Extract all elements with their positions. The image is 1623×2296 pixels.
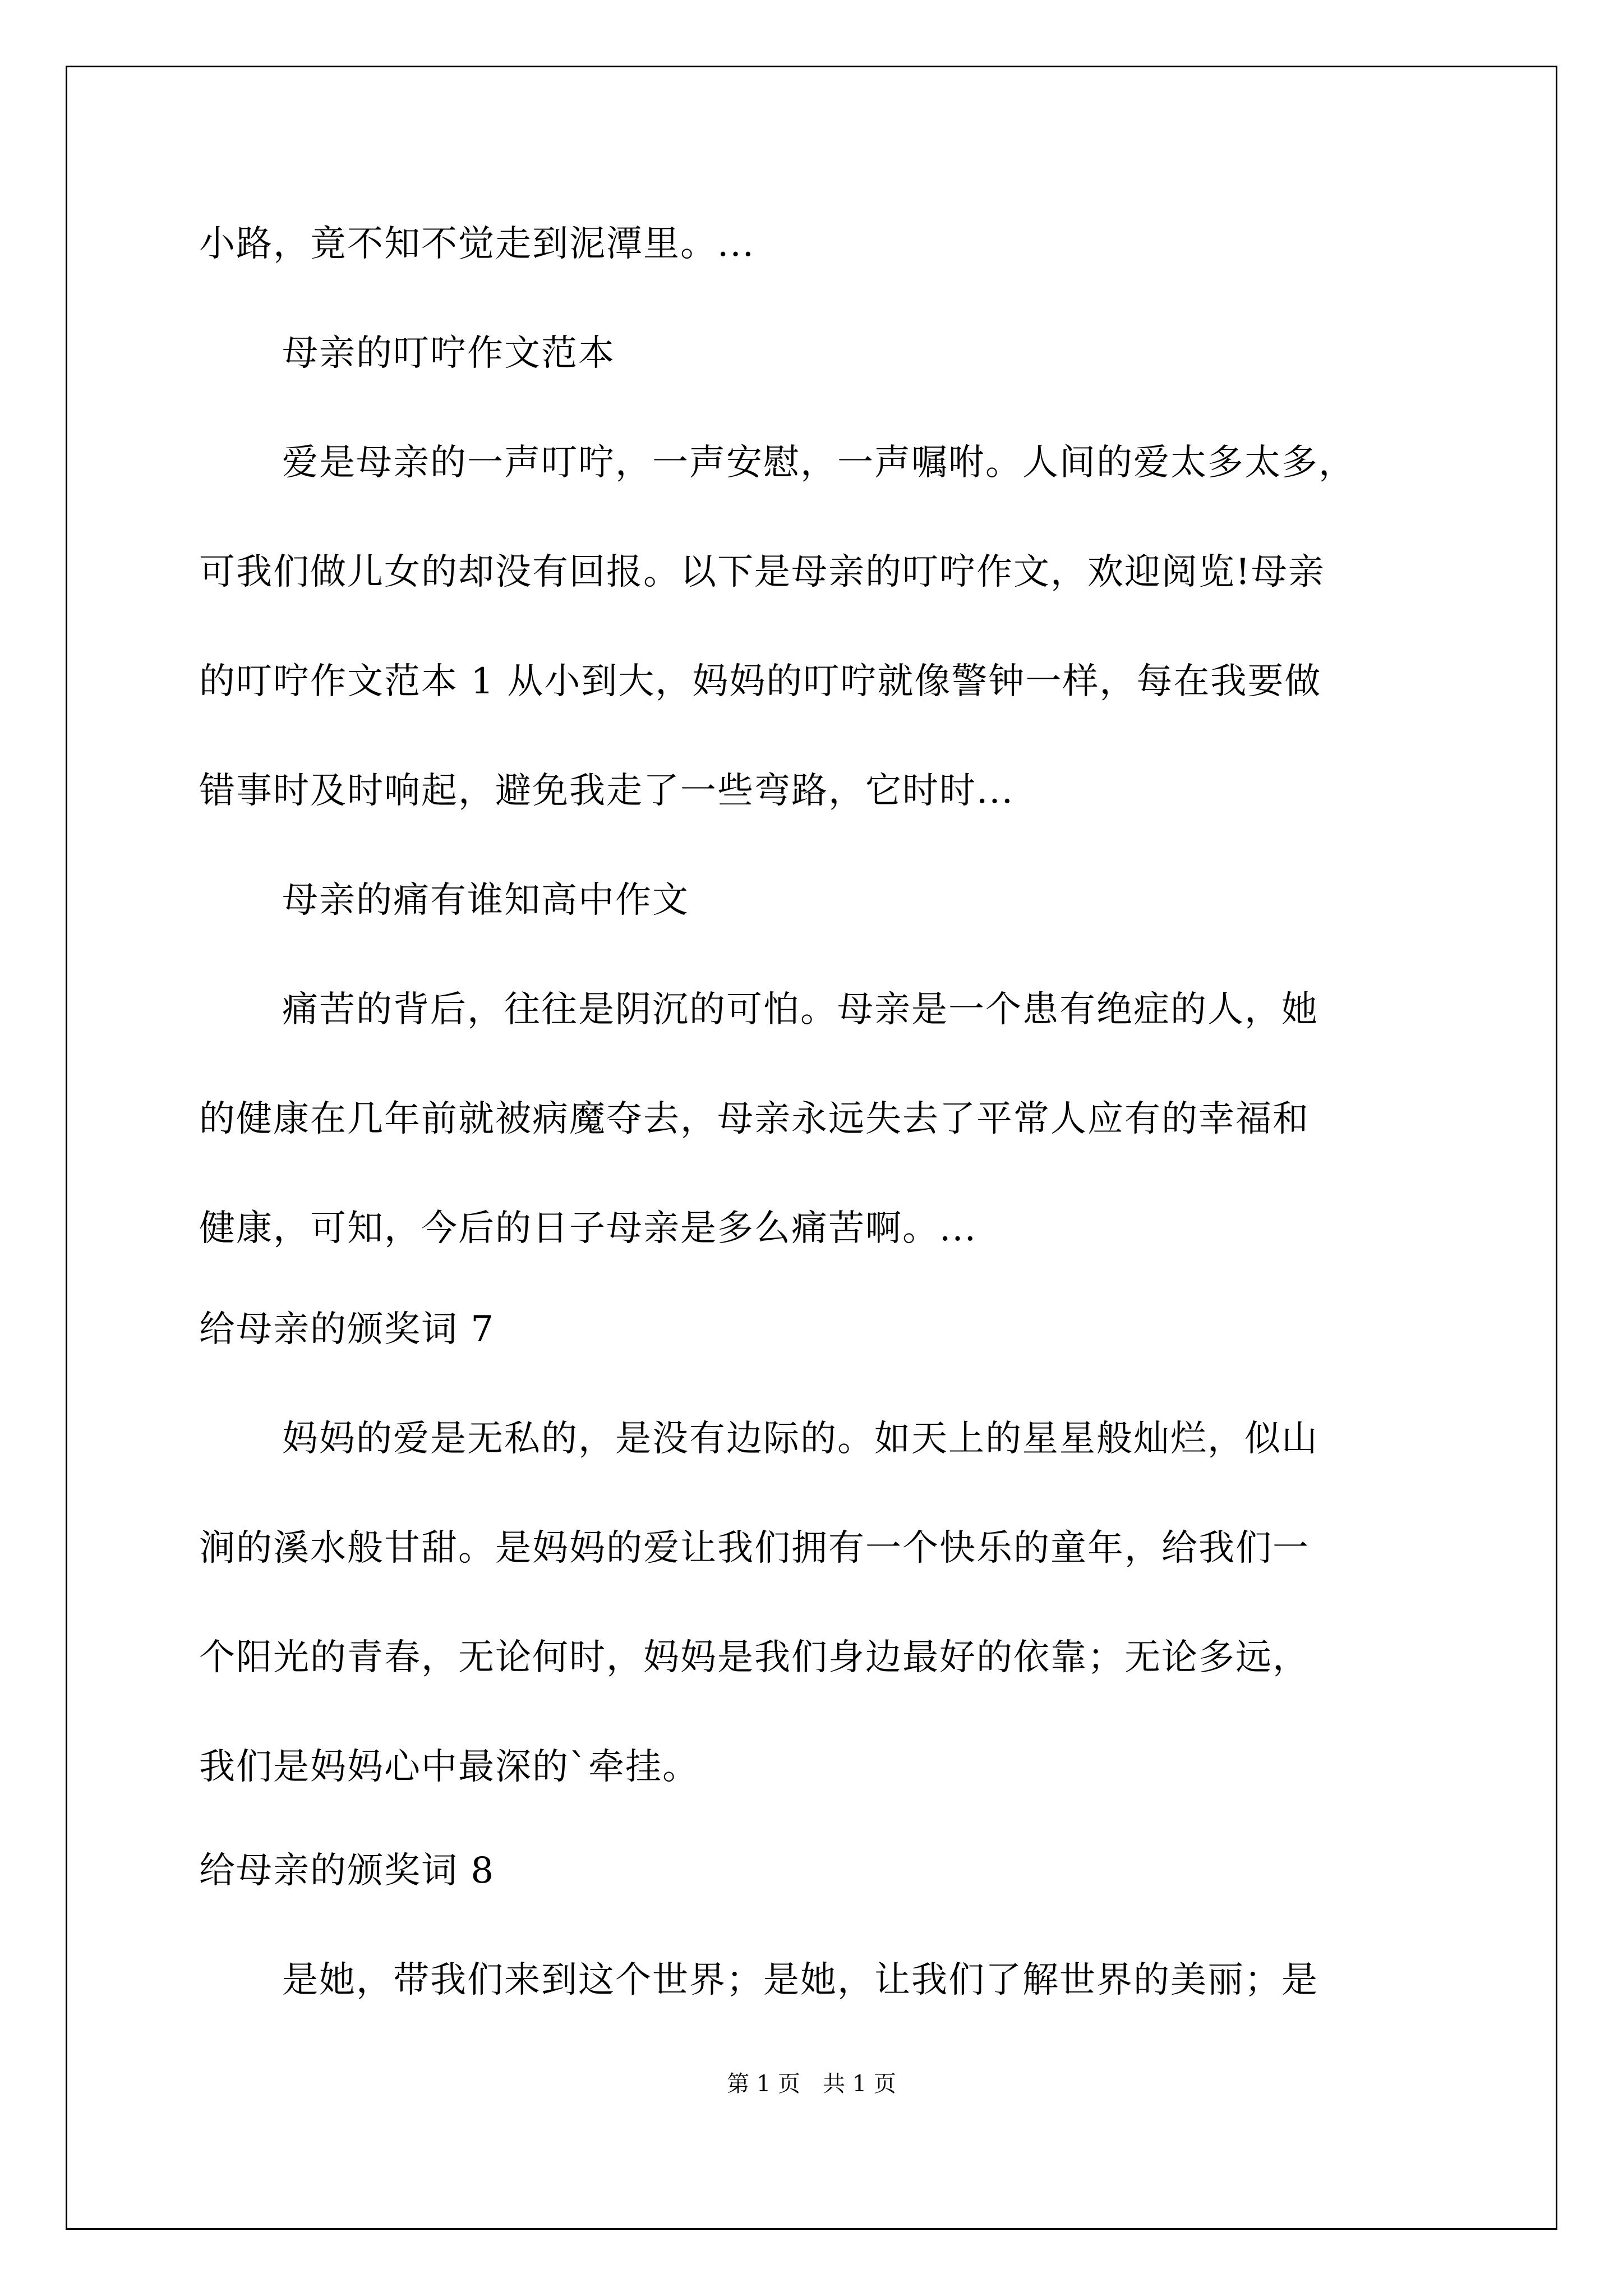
text-line: 个阳光的青春，无论何时，妈妈是我们身边最好的依靠；无论多远， xyxy=(199,1637,1310,1678)
text-line: 是她，带我们来到这个世界；是她，让我们了解世界的美丽；是 xyxy=(282,1959,1318,2001)
text-line: 痛苦的背后，往往是阴沉的可怕。母亲是一个患有绝症的人，她 xyxy=(282,989,1318,1030)
text-line: 健康，可知，今后的日子母亲是多么痛苦啊。... xyxy=(199,1208,978,1249)
text-line: 我们是妈妈心中最深的`牵挂。 xyxy=(199,1746,699,1788)
text-line: 爱是母亲的一声叮咛，一声安慰，一声嘱咐。人间的爱太多太多， xyxy=(282,442,1355,484)
text-line: 妈妈的爱是无私的，是没有边际的。如天上的星星般灿烂，似山 xyxy=(282,1418,1318,1460)
page-frame xyxy=(66,66,1557,2230)
article-title: 母亲的叮咛作文范本 xyxy=(282,333,615,374)
text-line: 涧的溪水般甘甜。是妈妈的爱让我们拥有一个快乐的童年，给我们一 xyxy=(199,1527,1310,1569)
text-line: 小路，竟不知不觉走到泥潭里。... xyxy=(199,223,755,265)
article-title: 母亲的痛有谁知高中作文 xyxy=(282,880,689,921)
text-line: 可我们做儿女的却没有回报。以下是母亲的叮咛作文，欢迎阅览!母亲 xyxy=(199,551,1325,593)
text-line: 的健康在几年前就被病魔夺去，母亲永远失去了平常人应有的幸福和 xyxy=(199,1098,1310,1140)
text-line: 错事时及时响起，避免我走了一些弯路，它时时... xyxy=(199,770,1015,812)
text-line: 的叮咛作文范本 1 从小到大，妈妈的叮咛就像警钟一样，每在我要做 xyxy=(199,661,1322,702)
section-heading: 给母亲的颁奖词 7 xyxy=(199,1309,495,1350)
page-number-footer: 第 1 页 共 1 页 xyxy=(727,2071,896,2097)
section-heading: 给母亲的颁奖词 8 xyxy=(199,1850,495,1892)
